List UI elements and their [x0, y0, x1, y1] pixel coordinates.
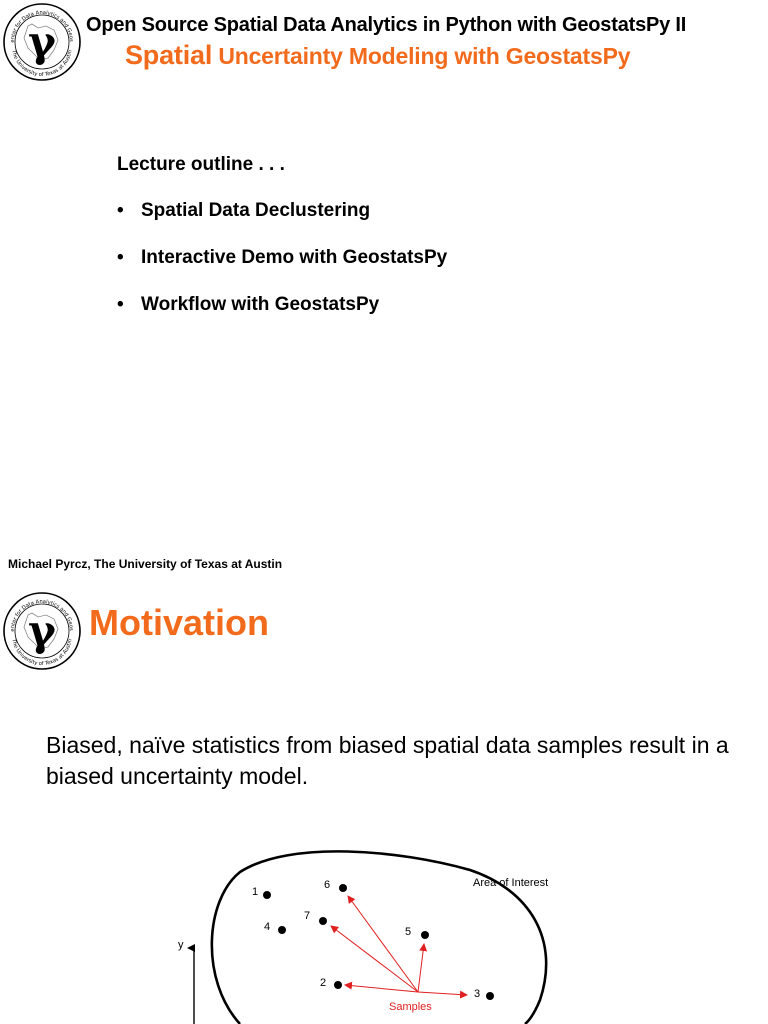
slide-subtitle-big: Spatial [125, 40, 213, 70]
tcdag-logo-icon [2, 2, 82, 82]
slide-footer: Michael Pyrcz, The University of Texas at Austin [8, 557, 283, 571]
outline-item [117, 247, 447, 294]
point-label-3: 3 [474, 988, 481, 1000]
point-label-4: 4 [264, 921, 271, 933]
sample-points [252, 879, 494, 1000]
slide-title-text: Motivation [89, 602, 269, 643]
slide-subtitle [125, 40, 630, 71]
logo-ring-bottom: The University of Texas at Austin [10, 638, 74, 668]
outline-item-label: Interactive Demo with GeostatsPy [141, 247, 448, 268]
point-label-7: 7 [304, 910, 311, 922]
logo-symbol: γ [28, 606, 56, 655]
sampling-diagram [0, 580, 768, 1024]
sample-point-5 [421, 931, 429, 939]
outline-item-label: Spatial Data Declustering [141, 200, 371, 221]
sample-point-6 [339, 884, 347, 892]
outline-heading: Lecture outline . . . [117, 154, 285, 175]
point-label-1: 1 [252, 886, 259, 898]
outline-item [117, 200, 447, 247]
bullet-icon: • [117, 200, 124, 221]
point-label-5: 5 [405, 926, 412, 938]
logo-symbol: γ [28, 17, 56, 66]
sample-point-2 [334, 981, 342, 989]
logo-ring-top: enter for Data Analytics and Geos [9, 598, 75, 632]
slide-subtitle-rest: Uncertainty Modeling with GeostatsPy [212, 43, 631, 69]
y-axis-label: y [178, 939, 184, 951]
point-label-6: 6 [324, 879, 331, 891]
samples-label: Samples [389, 1001, 432, 1013]
sample-arrows [331, 896, 467, 995]
slide-body-text: Biased, naïve statistics from biased spatial data samples result in a biased uncertainty model. [46, 732, 729, 789]
outline-list [117, 200, 447, 341]
slide-motivation [0, 580, 768, 1024]
sample-point-3 [486, 992, 494, 1000]
slide-title-text: Open Source Spatial Data Analytics in Python with GeostatsPy II [86, 14, 687, 36]
outline-item-label: Workflow with GeostatsPy [141, 294, 380, 315]
logo-ring-top: enter for Data Analytics and Geos [9, 9, 75, 43]
area-of-interest-label: Area of Interest [473, 877, 549, 889]
sample-point-1 [263, 891, 271, 899]
outline-item [117, 294, 447, 341]
sample-point-7 [319, 917, 327, 925]
bullet-icon: • [117, 294, 124, 315]
sample-point-4 [278, 926, 286, 934]
point-label-2: 2 [320, 977, 327, 989]
logo-ring-bottom: The University of Texas at Austin [10, 49, 74, 79]
bullet-icon: • [117, 247, 124, 268]
